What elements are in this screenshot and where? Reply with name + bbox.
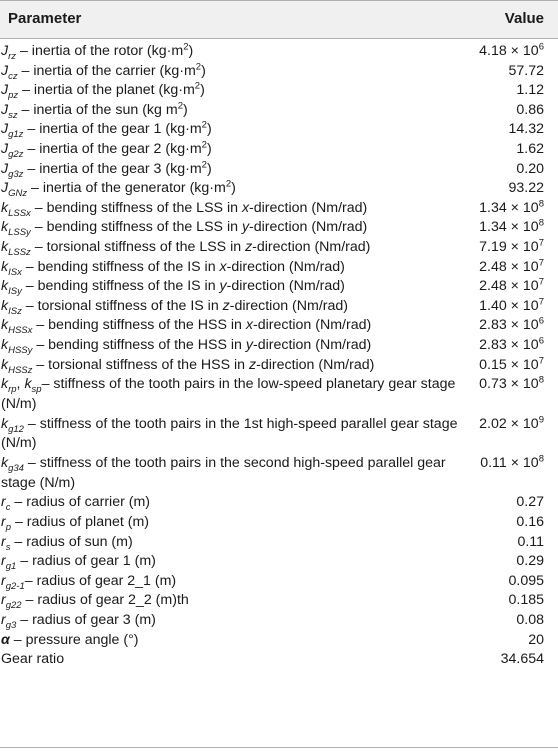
- parameter-cell: $k_{HSSz}$ – torsional stiffness of the HSS in z-direction (Nm/rad): [1, 356, 375, 376]
- symbol: k: [1, 356, 9, 373]
- symbol: r: [1, 494, 6, 511]
- parameter-cell: $k_{ISx}$ – bending stiffness of the IS in x-direction (Nm/rad): [1, 258, 345, 278]
- value-cell: $1.34 \times 10^8$: [479, 198, 544, 216]
- description: – bending stiffness of the IS in: [21, 278, 220, 295]
- value-cell: 0.86: [516, 101, 544, 118]
- symbol-subscript: HSSx: [8, 325, 33, 337]
- value-cell: 1.12: [516, 82, 544, 99]
- parameter-cell: [1, 493, 483, 513]
- description: – stiffness of the tooth pairs in the 1st high-speed parallel gear stage (N/m): [1, 415, 458, 452]
- symbol-subscript: g3z: [8, 168, 24, 180]
- description: – radius of sun (m): [10, 533, 133, 550]
- parameter-cell: $J_{sz}$ – inertia of the sun (kg $m^2$): [1, 100, 188, 121]
- value-cell: $7.19 \times 10^7$: [479, 237, 544, 255]
- value-cell: $0.11 \times 10^8$: [480, 453, 544, 471]
- parameter-cell: [1, 631, 483, 651]
- symbol-subscript: p: [5, 521, 12, 533]
- parameter-cell: $k_{LSSy}$ – bending stiffness of the LSS in y-direction (Nm/rad): [1, 219, 368, 239]
- parameter-cell: $J_{g2z}$ – inertia of the gear 2 $(kg\cdot m^2)$: [1, 139, 212, 160]
- parameter-cell: [1, 591, 483, 611]
- symbol-subscript: g1: [5, 561, 17, 573]
- symbol: k: [1, 455, 9, 471]
- value-cell: $0.73 \times 10^8$: [479, 374, 544, 393]
- value-cell: 0.20: [516, 160, 544, 177]
- symbol-subscript: g3: [5, 619, 17, 631]
- parameter-cell: $k_{HSSx}$ – bending stiffness of the HSS in x-direction (Nm/rad): [1, 317, 372, 337]
- value-cell: 0.095: [508, 572, 544, 589]
- symbol: k: [1, 337, 9, 353]
- parameter-cell: $k_{LSSx}$ – bending stiffness of the LSS in x-direction (Nm/rad): [1, 199, 368, 219]
- value-cell: 0.29: [516, 553, 544, 570]
- description: – radius of gear 2_1 (m): [24, 572, 177, 589]
- value-cell: 57.72: [508, 62, 544, 79]
- symbol-subscript: rp: [8, 384, 17, 396]
- value-cell: 0.11: [517, 533, 544, 550]
- symbol: k: [1, 297, 9, 314]
- symbol-subscript: HSSz: [8, 364, 33, 376]
- header-parameter: Parameter: [8, 10, 82, 27]
- description: – stiffness of the tooth pairs in the low-speed planetary gear stage (N/m): [1, 376, 456, 412]
- value-cell: $2.02 \times 10^9$: [479, 413, 544, 432]
- value-cell: $4.18 \times 10^6$: [479, 41, 544, 59]
- parameter-cell: [1, 650, 483, 670]
- symbol-subscript: g2z: [8, 148, 24, 160]
- symbol-subscript: ISz: [8, 305, 22, 317]
- symbol-subscript: ISy: [8, 286, 22, 298]
- symbol: J: [1, 160, 9, 177]
- symbol: r: [1, 533, 6, 550]
- symbol-subscript: g2-1: [5, 580, 25, 592]
- description: – bending stiffness of the IS in: [21, 258, 220, 275]
- description: – bending stiffness of the HSS in: [32, 337, 246, 353]
- description: – inertia of the sun (kg m: [17, 101, 178, 118]
- symbol: k: [1, 219, 9, 236]
- symbol-subscript: sz: [8, 109, 18, 121]
- symbol: J: [1, 101, 9, 118]
- symbol: k: [1, 258, 9, 275]
- description: – inertia of the gear 1 (kg·m: [23, 121, 202, 138]
- parameter-cell: [1, 552, 483, 572]
- parameter-cell: [1, 415, 483, 454]
- value-cell: 93.22: [508, 180, 544, 197]
- parameter-cell: $k_{rp}$, $k_{sp}-$ stiffness of the tooth pairs in the low-speed planetary gear stage (N/m): [1, 376, 456, 412]
- symbol-subscript: cz: [8, 70, 18, 82]
- description: – inertia of the generator (kg·m: [27, 180, 226, 197]
- symbol-subscript: c: [5, 502, 11, 514]
- description: – pressure angle (°): [9, 631, 139, 648]
- symbol-subscript: LSSx: [8, 207, 31, 219]
- symbol-subscript: rz: [8, 50, 17, 62]
- parameter-cell: $k_{HSSy}$ – bending stiffness of the HSS in y-direction (Nm/rad): [1, 337, 372, 356]
- parameter-cell: $k_{ISz}$ – torsional stiffness of the IS in z-direction (Nm/rad): [1, 297, 349, 317]
- parameter-cell: $k_{ISy}$ – bending stiffness of the IS in y-direction (Nm/rad): [1, 278, 345, 298]
- parameter-cell: $J_{g1z}$ – inertia of the gear 1 $(kg\cdot m^2)$: [1, 119, 212, 141]
- value-cell: $2.48 \times 10^7$: [479, 276, 544, 295]
- value-cell: 1.62: [516, 141, 544, 157]
- symbol-subscript: g34: [8, 462, 24, 474]
- symbol-subscript: LSSz: [8, 246, 31, 258]
- table-header: [0, 0, 558, 39]
- description: – radius of gear 2_2 (m)th: [21, 592, 189, 609]
- symbol-subscript: g1z: [8, 129, 24, 141]
- symbol: r: [1, 514, 6, 530]
- description: – radius of carrier (m): [10, 494, 151, 511]
- header-value: Value: [504, 10, 544, 27]
- symbol: J: [1, 180, 9, 197]
- parameter-cell: $k_{LSSz}$ – torsional stiffness of the LSS in z-direction (Nm/rad): [1, 239, 371, 258]
- value-cell: 20: [528, 631, 544, 648]
- value-cell: 0.16: [516, 514, 544, 530]
- parameter-cell: [1, 454, 483, 493]
- symbol: k: [1, 317, 9, 334]
- value-cell: 0.185: [508, 592, 544, 609]
- parameter-cell: [1, 513, 483, 533]
- parameter-cell: $J_{rz}$ – inertia of the rotor $(kg\cdot m^2)$: [1, 41, 194, 62]
- symbol: k: [1, 415, 9, 432]
- parameter-cell: [1, 572, 483, 592]
- symbol: k: [1, 239, 9, 255]
- symbol: J: [1, 121, 9, 138]
- description: – inertia of the rotor (kg·m: [16, 43, 184, 59]
- symbol-subscript: ISx: [8, 266, 22, 278]
- value-cell: $2.83 \times 10^6$: [479, 315, 544, 334]
- symbol-subscript: LSSy: [8, 227, 31, 239]
- symbol: r: [1, 572, 6, 589]
- description: – torsional stiffness of the LSS in: [30, 239, 246, 255]
- symbol-subscript: GNz: [8, 188, 28, 200]
- symbol: J: [1, 62, 9, 79]
- description: – radius of planet (m): [11, 514, 150, 530]
- description: – inertia of the planet (kg·m: [18, 82, 195, 99]
- value-cell: $1.40 \times 10^7$: [479, 296, 544, 314]
- symbol-subscript: g12: [8, 423, 24, 435]
- symbol: k: [1, 199, 9, 216]
- value-cell: 0.27: [516, 494, 544, 511]
- value-cell: $0.15 \times 10^7$: [479, 354, 544, 373]
- symbol-subscript: g22: [5, 600, 22, 612]
- description: Gear ratio: [1, 651, 65, 668]
- symbol: r: [1, 592, 6, 609]
- description: – torsional stiffness of the HSS in: [32, 356, 249, 373]
- value-cell: 34.654: [500, 651, 544, 668]
- parameter-cell: [1, 533, 483, 553]
- symbol: J: [1, 82, 9, 99]
- symbol-subscript: s: [5, 541, 11, 553]
- symbol: J: [1, 43, 9, 59]
- value-cell: 0.08: [516, 612, 544, 628]
- symbol: r: [1, 553, 6, 570]
- parameter-cell: $J_{pz}$ – inertia of the planet $(kg\cdot m^2)$: [1, 80, 205, 102]
- symbol-subscript: pz: [8, 90, 19, 102]
- symbol: k: [1, 376, 9, 393]
- description: – bending stiffness of the LSS in: [30, 219, 242, 236]
- table-bottom-rule: [0, 747, 558, 748]
- value-cell: $2.48 \times 10^7$: [479, 256, 544, 275]
- parameter-cell: [1, 611, 483, 631]
- parameter-cell: $J_{cz}$ – inertia of the carrier $(kg\cdot m^2)$: [1, 60, 206, 82]
- description: – radius of gear 1 (m): [16, 553, 156, 570]
- value-cell: $2.83 \times 10^6$: [479, 335, 544, 353]
- symbol: k: [1, 278, 9, 295]
- symbol: r: [1, 612, 6, 628]
- parameter-cell: $J_{GNz}$ – inertia of the generator $(kg\cdot m^2)$: [1, 178, 236, 200]
- description: – radius of gear 3 (m): [16, 612, 156, 628]
- description: – torsional stiffness of the IS in: [21, 297, 223, 314]
- symbol: α: [1, 631, 10, 648]
- parameter-cell: $J_{g3z}$ – inertia of the gear 3 $(kg\cdot m^2)$: [1, 158, 212, 180]
- value-cell: 14.32: [508, 121, 544, 138]
- symbol-subscript: HSSy: [8, 344, 33, 356]
- description: – inertia of the carrier (kg·m: [17, 62, 196, 79]
- description: – stiffness of the tooth pairs in the second high-speed parallel gear stage (N/m): [1, 455, 446, 491]
- symbol: J: [1, 141, 9, 157]
- description: – inertia of the gear 3 (kg·m: [23, 160, 202, 177]
- description: – bending stiffness of the HSS in: [32, 317, 246, 334]
- description: – bending stiffness of the LSS in: [30, 199, 242, 216]
- value-cell: $1.34 \times 10^8$: [479, 217, 544, 236]
- description: – inertia of the gear 2 (kg·m: [23, 141, 202, 157]
